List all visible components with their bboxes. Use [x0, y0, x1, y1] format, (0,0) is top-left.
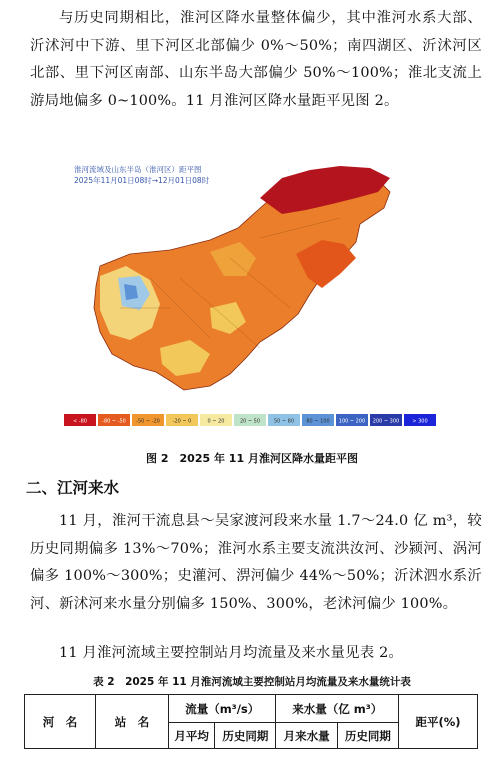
legend-label: -20 ~ 0: [172, 418, 192, 425]
header-monthly-mean: 月平均: [169, 723, 215, 749]
header-month-volume: 月来水量: [276, 723, 337, 749]
legend-label: 50 ~ 80: [273, 418, 295, 425]
legend-label: -50 ~ -20: [136, 418, 160, 425]
map-title: [74, 164, 209, 186]
legend-item: [200, 414, 232, 426]
header-river: 河 名: [25, 695, 96, 749]
legend-item: [302, 414, 334, 426]
legend-item: [64, 414, 96, 426]
map-title-line1: 淮河流域及山东半岛（淮河区）距平图: [74, 165, 202, 174]
legend-item: [166, 414, 198, 426]
legend-item: [234, 414, 266, 426]
header-station: 站 名: [96, 695, 169, 749]
precipitation-anomaly-map: [60, 158, 440, 434]
legend-item: [132, 414, 164, 426]
legend-label: > 300: [412, 418, 428, 425]
map-title-line2: 2025年11月01日08时→12月01日08时: [74, 176, 210, 185]
legend-item: [336, 414, 368, 426]
legend-item: [370, 414, 402, 426]
station-statistics-table: [24, 694, 478, 749]
legend-label: -80 ~ -50: [102, 418, 126, 425]
legend-label: 20 ~ 50: [239, 418, 261, 425]
section-heading: 二、江河来水: [26, 479, 120, 497]
legend-item: [404, 414, 436, 426]
legend-item: [98, 414, 130, 426]
paragraph-table-intro: 11 月淮河流域主要控制站月均流量及来水量见表 2。: [59, 645, 404, 661]
map-graphic: [60, 158, 440, 434]
header-flow-group: 流量（m³/s）: [169, 695, 276, 723]
paragraph-precipitation-summary: 与历史同期相比，淮河区降水量整体偏少，其中淮河水系大部、沂沭河中下游、里下河区北部偏少 0%～50%；南四湖区、沂沭河区北部、里下河区南部、山东半岛大部偏少 50%～100%；淮北支流上游局地偏多 0~100%。11 月淮河区降水量距平见图 2。: [30, 10, 482, 109]
paragraph-river-flow: 11 月，淮河干流息县～吴家渡河段来水量 1.7～24.0 亿 m³，较历史同期偏多 13%～70%；淮河水系主要支流洪汝河、沙颍河、涡河偏多 100%～300%；史灌河、淠河偏少 44%～50%；沂沭泗水系沂河、新沭河来水量分别偏多 150%、300%，老沭河偏少 100%。: [30, 513, 482, 612]
header-hist-volume: 历史同期: [337, 723, 398, 749]
legend-item: [268, 414, 300, 426]
table-caption: 表 2 2025 年 11 月淮河流域主要控制站月均流量及来水量统计表: [93, 676, 411, 688]
header-hist-flow: 历史同期: [215, 723, 276, 749]
map-legend: [64, 414, 436, 428]
legend-label: 0 ~ 20: [207, 418, 225, 425]
legend-label: 80 ~ 100: [306, 418, 330, 425]
legend-label: 200 ~ 300: [372, 418, 400, 425]
legend-label: < -80: [73, 418, 87, 425]
figure-caption: 图 2 2025 年 11 月淮河区降水量距平图: [146, 452, 358, 465]
legend-label: 100 ~ 200: [338, 418, 366, 425]
header-volume-group: 来水量（亿 m³）: [276, 695, 399, 723]
header-anomaly: 距平(%): [399, 695, 478, 749]
